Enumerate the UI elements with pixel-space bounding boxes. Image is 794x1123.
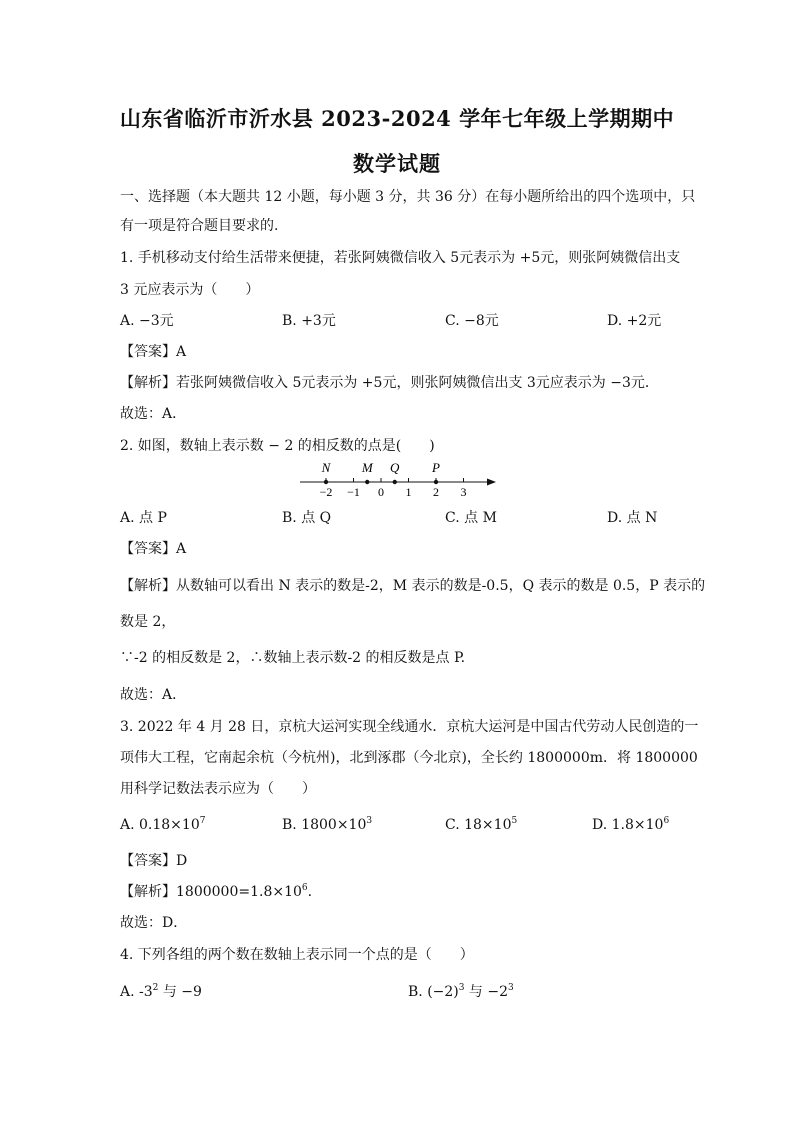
q3-option-b: B. $1800\times 10^3$ [282,816,373,833]
number-line-point-P [434,480,438,484]
q3-option-a: A. $0.18\times 10^7$ [120,816,206,833]
q1-analysis: 【解析】若张阿姨微信收入 5元表示为 +5元，则张阿姨微信出支 3元应表示为 −3元． [120,375,659,391]
number-line-point-label: P [432,460,440,475]
q1-stem-line2: 3 元应表示为（ ） [120,282,260,298]
section-instruction-line1: 一、选择题（本大题共 12 小题，每小题 3 分，共 36 分）在每小题所给出的四个选项中，只 [120,189,696,205]
q1-conclusion: 故选：A． [120,406,187,422]
number-line-point-label: M [361,460,373,475]
number-line-point-M [365,480,369,484]
q3-stem-line2: 项伟大工程，它南起余杭（今杭州)，北到涿郡（今北京)，全长约 1800000m．将 1800000 [120,750,698,766]
number-line-tick-label: −2 [319,485,333,499]
q2-conclusion: 故选：A． [120,687,187,703]
q3-stem-line1: 3. 2022 年 4 月 28 日，京杭大运河实现全线通水．京杭大运河是中国古代劳动人民创造的一 [120,719,699,735]
number-line-arrow [487,479,496,486]
number-line-point-label: N [321,460,331,475]
q2-answer: 【答案】A [120,541,187,557]
q4-option-b: B. $(-2)^3$ 与 $-2^3$ [408,983,514,1000]
q3-option-d: D. $1.8\times 10^6$ [592,816,670,833]
q1-option-d: D. +2元 [607,313,662,329]
q3-option-c: C. $18\times 10^5$ [445,816,518,833]
number-line-tick-label: 3 [460,485,467,499]
q3-answer: 【答案】D [120,853,188,869]
q3-analysis: 【解析】$1800000=1.8\times 10^6$. [120,883,313,900]
q2-stem: 2. 如图，数轴上表示数 − 2 的相反数的点是( ) [120,438,435,454]
number-line-tick-label: 0 [378,485,384,499]
q2-analysis-line3: ∵-2 的相反数是 2，∴数轴上表示数-2 的相反数是点 P. [120,650,466,666]
q2-option-b: B. 点 Q [282,510,332,526]
number-line-point-N [324,480,328,484]
section-instruction-line2: 有一项是符合题目要求的. [120,218,279,234]
q3-conclusion: 故选：D． [120,915,188,931]
q2-option-d: D. 点 N [607,510,658,526]
q4-option-a: A. $-3^2$ 与 −9 [120,983,202,1000]
number-line-figure [300,458,500,500]
q1-answer: 【答案】A [120,344,187,360]
number-line-point-Q [393,480,397,484]
q4-stem: 4. 下列各组的两个数在数轴上表示同一个点的是（ ） [120,947,474,963]
number-line-tick-label: −1 [347,485,360,499]
page-subtitle: 数学试题 [353,151,441,176]
q1-option-c: C. −8元 [445,313,499,329]
q1-stem-line1: 1. 手机移动支付给生活带来便捷，若张阿姨微信收入 5元表示为 +5元，则张阿姨微信出支 [120,250,681,266]
number-line-tick-label: 1 [405,485,412,499]
number-line-tick-label: 2 [433,485,439,499]
q2-option-a: A. 点 P [120,510,167,526]
q3-stem-line3: 用科学记数法表示应为（ ） [120,781,316,797]
page-title: 山东省临沂市沂水县 2023-2024 学年七年级上学期期中 [119,106,675,131]
number-line-point-label: Q [390,460,400,475]
q2-option-c: C. 点 M [445,510,497,526]
q2-analysis-line2: 数是 2， [120,614,176,630]
q2-analysis-line1: 【解析】从数轴可以看出 N 表示的数是-2，M 表示的数是-0.5，Q 表示的数是 0.5，P 表示的 [120,578,706,594]
q1-option-b: B. +3元 [282,313,336,329]
q1-option-a: A. −3元 [120,313,174,329]
